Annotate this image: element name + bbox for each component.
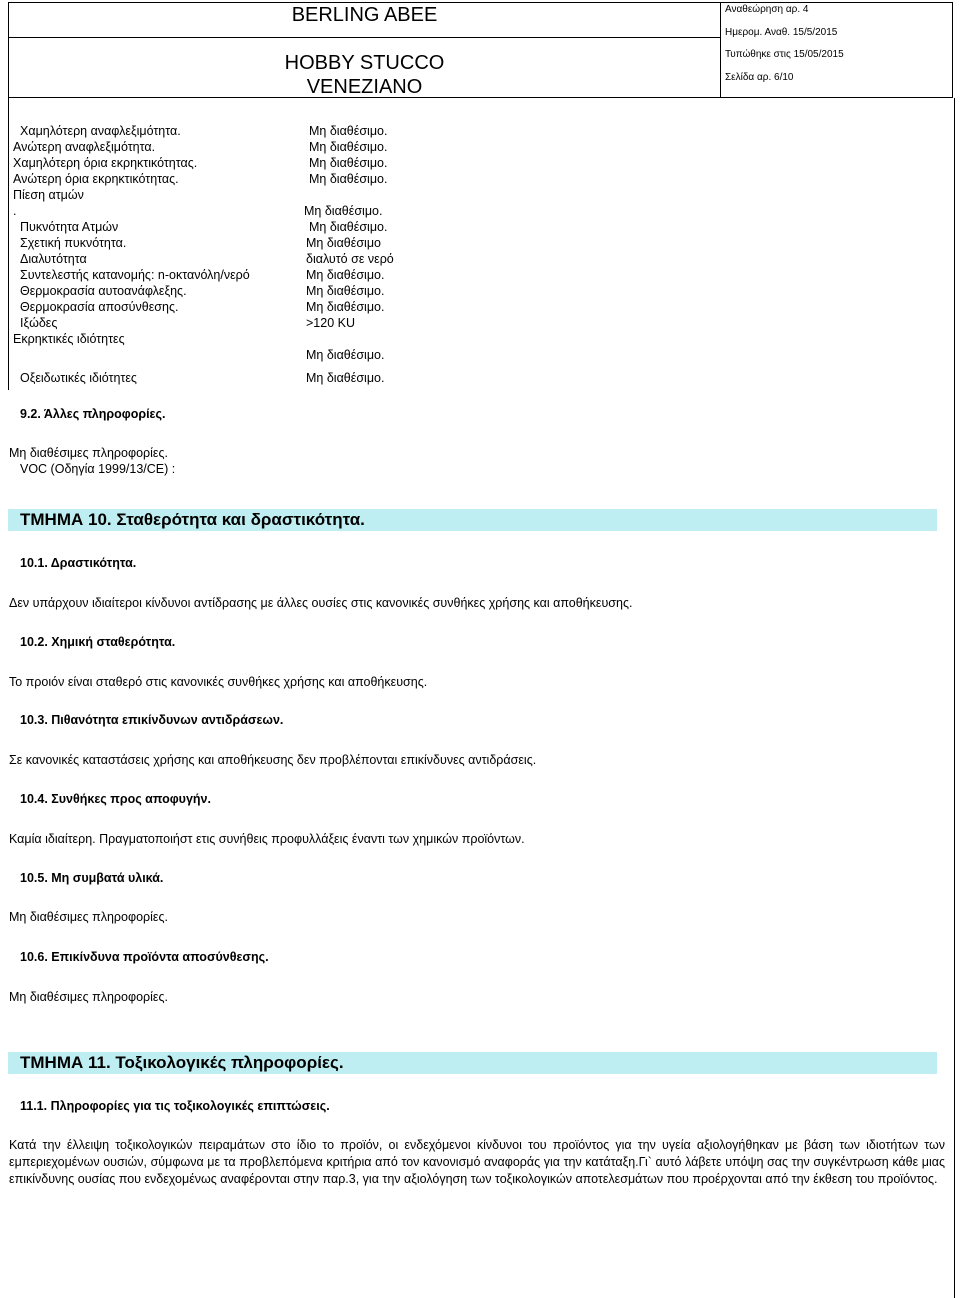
revision-number: Αναθεώρηση αρ. 4	[725, 4, 809, 15]
property-label: .	[13, 204, 17, 218]
property-label: Ανώτερη αναφλεξιμότητα.	[13, 140, 156, 154]
subsection-10-4-text: Καμία ιδιαίτερη. Πραγματοποιήστ ετις συνήθεις προφυλλάξεις έναντι των χημικών προϊόντων.	[9, 832, 525, 846]
subsection-10-2-text: Το προιόν είναι σταθερό στις κανονικές συνθήκες χρήσης και αποθήκευσης.	[9, 675, 428, 689]
subsection-9-2-heading: 9.2. Άλλες πληροφορίες.	[20, 407, 166, 421]
property-label: Οξειδωτικές ιδιότητες	[20, 371, 137, 385]
property-label: Χαμηλότερη όρια εκρηκτικότητας.	[13, 156, 198, 170]
product-name-line1: HOBBY STUCCO	[284, 52, 445, 74]
property-value: Μη διαθέσιμο.	[306, 300, 385, 314]
subsection-10-1-heading: 10.1. Δραστικότητα.	[20, 556, 137, 570]
subsection-10-6-heading: 10.6. Επικίνδυνα προϊόντα αποσύνθεσης.	[20, 950, 269, 964]
property-value: Μη διαθέσιμο.	[306, 284, 385, 298]
print-date: Τυπώθηκε στις 15/05/2015	[725, 49, 844, 60]
section-10-title: ΤΜΗΜΑ 10. Σταθερότητα και δραστικότητα.	[20, 510, 365, 529]
frame-right-line	[954, 98, 955, 1298]
subsection-9-2-text: Μη διαθέσιμες πληροφορίες.	[9, 446, 168, 460]
subsection-11-1-heading: 11.1. Πληροφορίες για τις τοξικολογικές επιπτώσεις.	[20, 1099, 330, 1113]
property-label: Ανώτερη όρια εκρηκτικότητας.	[13, 172, 179, 186]
subsection-10-1-text: Δεν υπάρχουν ιδιαίτεροι κίνδυνοι αντίδρασης με άλλες ουσίες στις κανονικές συνθήκες χρήσης και αποθήκευσης.	[9, 596, 633, 610]
section-11-bar	[8, 1052, 937, 1074]
property-value: Μη διαθέσιμο.	[309, 124, 388, 138]
property-label: Χαμηλότερη αναφλεξιμότητα.	[20, 124, 181, 138]
property-value: διαλυτό σε νερό	[306, 252, 394, 266]
subsection-10-6-text: Μη διαθέσιμες πληροφορίες.	[9, 990, 168, 1004]
subsection-10-3-heading: 10.3. Πιθανότητα επικίνδυνων αντιδράσεων.	[20, 713, 284, 727]
property-value: Μη διαθέσιμο.	[306, 348, 385, 362]
property-label: Συντελεστής κατανομής: n-οκτανόλη/νερό	[20, 268, 250, 282]
frame-left-line	[8, 98, 9, 390]
revision-date: Ημερομ. Αναθ. 15/5/2015	[725, 27, 838, 38]
property-label: Διαλυτότητα	[20, 252, 87, 266]
subsection-10-4-heading: 10.4. Συνθήκες προς αποφυγήν.	[20, 792, 211, 806]
voc-label: VOC (Οδηγία 1999/13/CE) :	[20, 462, 176, 476]
property-value: Μη διαθέσιμο.	[309, 156, 388, 170]
document-header	[8, 2, 953, 98]
subsection-10-3-text: Σε κανονικές καταστάσεις χρήσης και αποθήκευσης δεν προβλέπονται επικίνδυνες αντιδράσεις.	[9, 753, 537, 767]
section-11-title: ΤΜΗΜΑ 11. Τοξικολογικές πληροφορίες.	[20, 1053, 344, 1072]
property-value: Μη διαθέσιμο	[306, 236, 381, 250]
property-value: >120 KU	[306, 316, 355, 330]
property-value: Μη διαθέσιμο.	[309, 172, 388, 186]
property-label: Ιξώδες	[20, 316, 58, 330]
property-value: Μη διαθέσιμο.	[309, 140, 388, 154]
page-number: Σελίδα αρ. 6/10	[725, 72, 794, 83]
header-divider-horizontal	[9, 37, 720, 38]
company-name: BERLING ABEE	[291, 4, 438, 26]
property-label: Σχετική πυκνότητα.	[20, 236, 127, 250]
property-label: Πυκνότητα Ατμών	[20, 220, 119, 234]
property-label: Εκρηκτικές ιδιότητες	[13, 332, 125, 346]
product-name	[9, 51, 720, 99]
property-value: Μη διαθέσιμο.	[306, 371, 385, 385]
subsection-11-1-text: Κατά την έλλειψη τοξικολογικών πειραμάτων στο ίδιο το προϊόν, οι ενδεχόμενοι κίνδυνοι του προϊόντος για την υγεία αξιολογήθηκαν με βάση των ιδιοτήτων των εμπεριεχομένων ουσιών, σύμφωνα με τα προβλεπόμενα κριτήρια από τον κανονισμό αναφοράς για την κατάταξη.Γι` αυτό λάβετε υπόψη σας την συγκέντρωση κάθε μιας επικίνδυνης ουσίας που ενδεχομένως αναφέρονται στην παρ.3, για την αξιολόγηση των τοξικολογικών αποτελεσμάτων που προέρχονται από την έκθεση του προϊόντος.	[9, 1138, 945, 1186]
subsection-10-5-heading: 10.5. Μη συμβατά υλικά.	[20, 871, 164, 885]
product-name-line2: VENEZIANO	[306, 76, 423, 98]
section-10-bar	[8, 509, 937, 531]
property-value: Μη διαθέσιμο.	[309, 220, 388, 234]
property-value: Μη διαθέσιμο.	[306, 268, 385, 282]
subsection-10-2-heading: 10.2. Χημική σταθερότητα.	[20, 635, 176, 649]
header-divider-vertical	[720, 3, 721, 97]
property-label: Θερμοκρασία αποσύνθεσης.	[20, 300, 179, 314]
property-value: Μη διαθέσιμο.	[304, 204, 383, 218]
property-label: Θερμοκρασία αυτοανάφλεξης.	[20, 284, 187, 298]
subsection-10-5-text: Μη διαθέσιμες πληροφορίες.	[9, 910, 168, 924]
property-label: Πίεση ατμών	[13, 188, 84, 202]
